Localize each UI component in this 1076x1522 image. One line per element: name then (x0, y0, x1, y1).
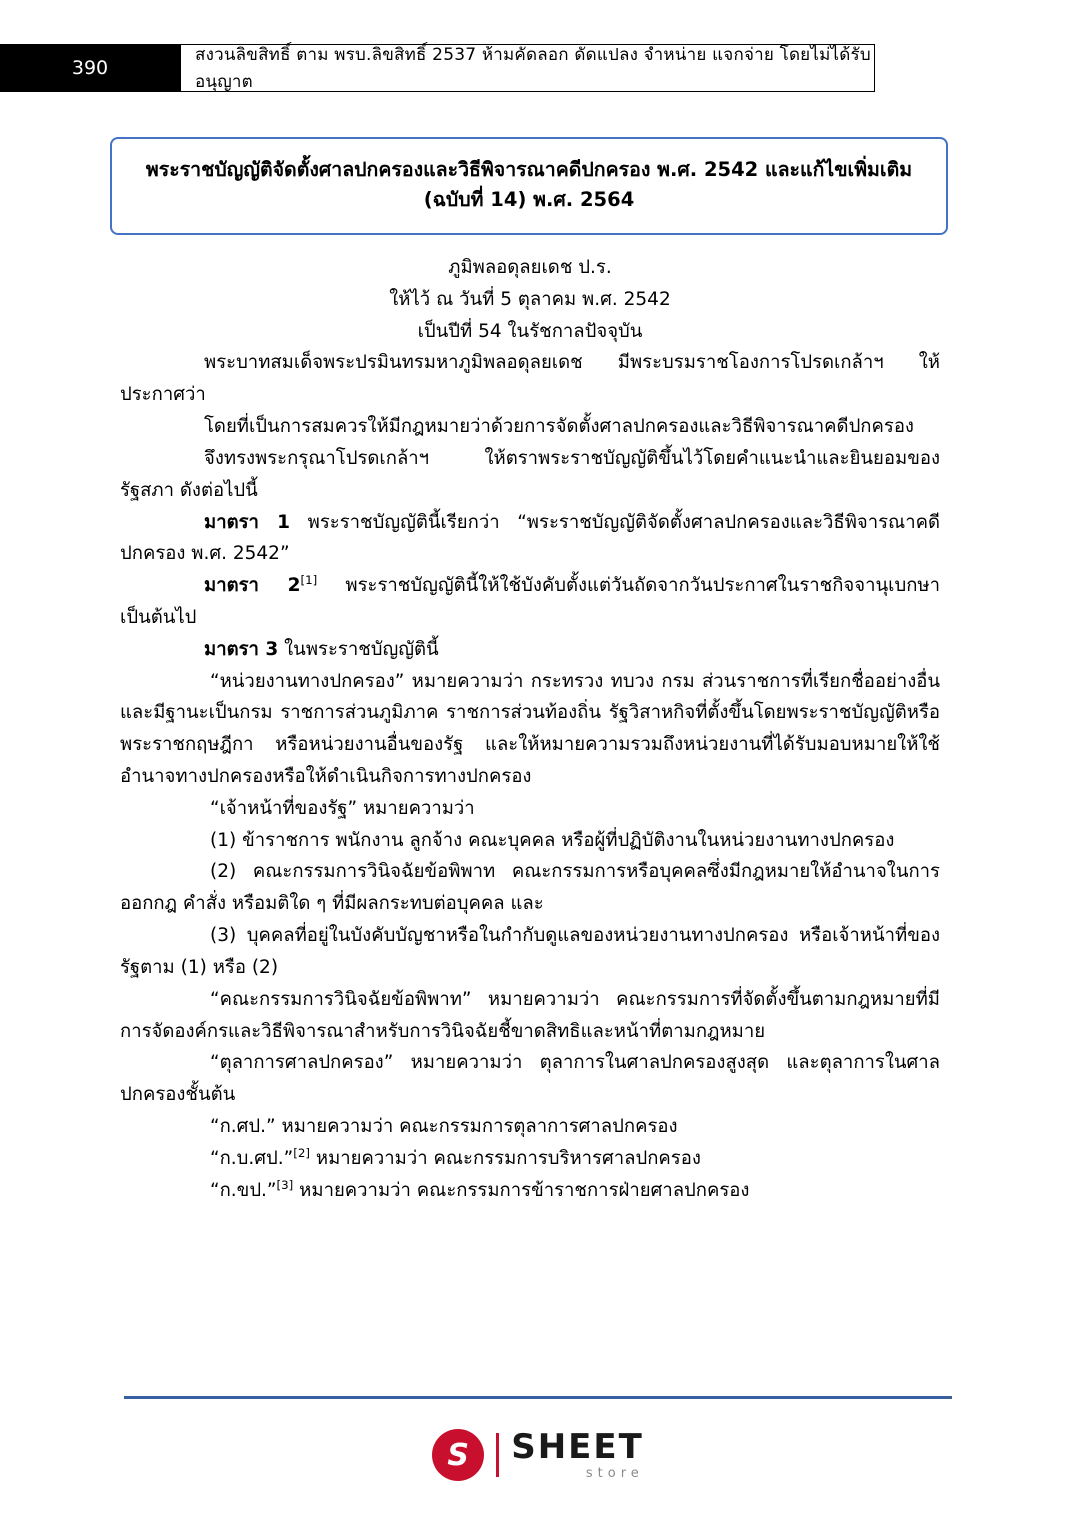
definition-dispute-committee: “คณะกรรมการวินิจฉัยข้อพิพาท” หมายความว่า คณะกรรมการที่จัดตั้งขึ้นตามกฎหมายที่มีการจัดองค์กรและวิธีพิจารณาสำหรับการวินิจฉัยชี้ขาดสิทธิและหน้าที่ตามกฎหมาย (120, 988, 940, 1042)
section-3-text: ในพระราชบัญญัตินี้ (284, 638, 439, 660)
footnote-marker-3: [3] (276, 1177, 294, 1192)
definition-state-official-item-1: (1) ข้าราชการ พนักงาน ลูกจ้าง คณะบุคคล หรือผู้ที่ปฏิบัติงานในหน่วยงานทางปกครอง (210, 829, 895, 851)
document-body (120, 252, 940, 1206)
definition-state-official-item-2: (2) คณะกรรมการวินิจฉัยข้อพิพาท คณะกรรมการหรือบุคคลซึ่งมีกฎหมายให้อำนาจในการออกกฎ คำสั่ง หรือมติใด ๆ ที่มีผลกระทบต่อบุคคล และ (120, 861, 940, 915)
logo-separator (496, 1433, 499, 1477)
section-2 (120, 570, 940, 634)
section-1-text: พระราชบัญญัตินี้เรียกว่า “พระราชบัญญัติจัดตั้งศาลปกครองและวิธีพิจารณาคดีปกครอง พ.ศ. 2542” (120, 511, 940, 565)
definition-administrative-judge: “ตุลาการศาลปกครอง” หมายความว่า ตุลาการในศาลปกครองสูงสุด และตุลาการในศาลปกครองชั้นต้น (120, 1052, 940, 1106)
section-3 (120, 634, 940, 666)
section-1 (120, 507, 940, 571)
preamble-line-2: ให้ไว้ ณ วันที่ 5 ตุลาคม พ.ศ. 2542 (389, 288, 671, 310)
definition-kkp-term: “ก.ขป.” (210, 1179, 277, 1201)
definition-ksp: “ก.ศป.” หมายความว่า คณะกรรมการตุลาการศาลปกครอง (210, 1115, 678, 1137)
logo-wordmark (511, 1427, 644, 1481)
section-2-label: มาตรา 2 (204, 575, 301, 597)
definition-kbsp-text: หมายความว่า คณะกรรมการบริหารศาลปกครอง (310, 1147, 701, 1169)
paragraph-proclamation: พระบาทสมเด็จพระปรมินทรมหาภูมิพลอดุลยเดช มีพระบรมราชโองการโปรดเกล้าฯ ให้ประกาศว่า (120, 352, 940, 406)
paragraph-enactment: จึงทรงพระกรุณาโปรดเกล้าฯ ให้ตราพระราชบัญญัติขึ้นไว้โดยคำแนะนำและยินยอมของรัฐสภา ดังต่อไปนี้ (120, 447, 940, 501)
section-2-text: พระราชบัญญัตินี้ให้ใช้บังคับตั้งแต่วันถัดจากวันประกาศในราชกิจจานุเบกษาเป็นต้นไป (120, 575, 940, 628)
definition-kbsp-term: “ก.บ.ศป.” (210, 1147, 294, 1169)
footer-logo (0, 1415, 1076, 1495)
definition-kkp (120, 1175, 940, 1207)
definition-administrative-agency: “หน่วยงานทางปกครอง” หมายความว่า กระทรวง ทบวง กรม ส่วนราชการที่เรียกชื่ออย่างอื่นและมีฐานะเป็นกรม ราชการส่วนภูมิภาค ราชการส่วนท้องถิ่น รัฐวิสาหกิจที่ตั้งขึ้นโดยพระราชบัญญัติหรือพระราชกฤษฎีกา หรือหน่วยงานอื่นของรัฐ และให้หมายความรวมถึงหน่วยงานที่ได้รับมอบหมายให้ใช้อำนาจทางปกครองหรือให้ดำเนินกิจการทางปกครอง (120, 670, 940, 787)
logo-title: SHEET (511, 1427, 644, 1467)
preamble-line-1: ภูมิพลอดุลยเดช ป.ร. (448, 257, 612, 278)
footnote-marker-2: [2] (293, 1145, 311, 1160)
paragraph-whereas: โดยที่เป็นการสมควรให้มีกฎหมายว่าด้วยการจัดตั้งศาลปกครองและวิธีพิจารณาคดีปกครอง (204, 416, 914, 438)
preamble-line-3: เป็นปีที่ 54 ในรัชกาลปัจจุบัน (417, 320, 643, 342)
copyright-notice: สงวนลิขสิทธิ์ ตาม พรบ.ลิขสิทธิ์ 2537 ห้ามคัดลอก ดัดแปลง จำหน่าย แจกจ่าย โดยไม่ได้รับอนุญาต (180, 44, 875, 92)
page-header (0, 44, 1076, 92)
sheet-store-logo-icon: S (432, 1429, 484, 1481)
section-1-label: มาตรา 1 (204, 511, 290, 533)
footnote-marker-1: [1] (300, 572, 318, 587)
definition-state-official: “เจ้าหน้าที่ของรัฐ” หมายความว่า (210, 797, 475, 819)
document-title: พระราชบัญญัติจัดตั้งศาลปกครองและวิธีพิจารณาคดีปกครอง พ.ศ. 2542 และแก้ไขเพิ่มเติม (ฉบับที่ 14) พ.ศ. 2564 (110, 137, 948, 235)
page-number: 390 (0, 44, 180, 92)
definition-state-official-item-3: (3) บุคคลที่อยู่ในบังคับบัญชาหรือในกำกับดูแลของหน่วยงานทางปกครอง หรือเจ้าหน้าที่ของรัฐตาม (1) หรือ (2) (120, 925, 940, 978)
definition-kbsp (120, 1143, 940, 1175)
logo-subtitle: store (585, 1466, 644, 1481)
definition-kkp-text: หมายความว่า คณะกรรมการข้าราชการฝ่ายศาลปกครอง (293, 1179, 750, 1201)
section-3-label: มาตรา 3 (204, 638, 279, 660)
footer-divider (124, 1396, 952, 1399)
